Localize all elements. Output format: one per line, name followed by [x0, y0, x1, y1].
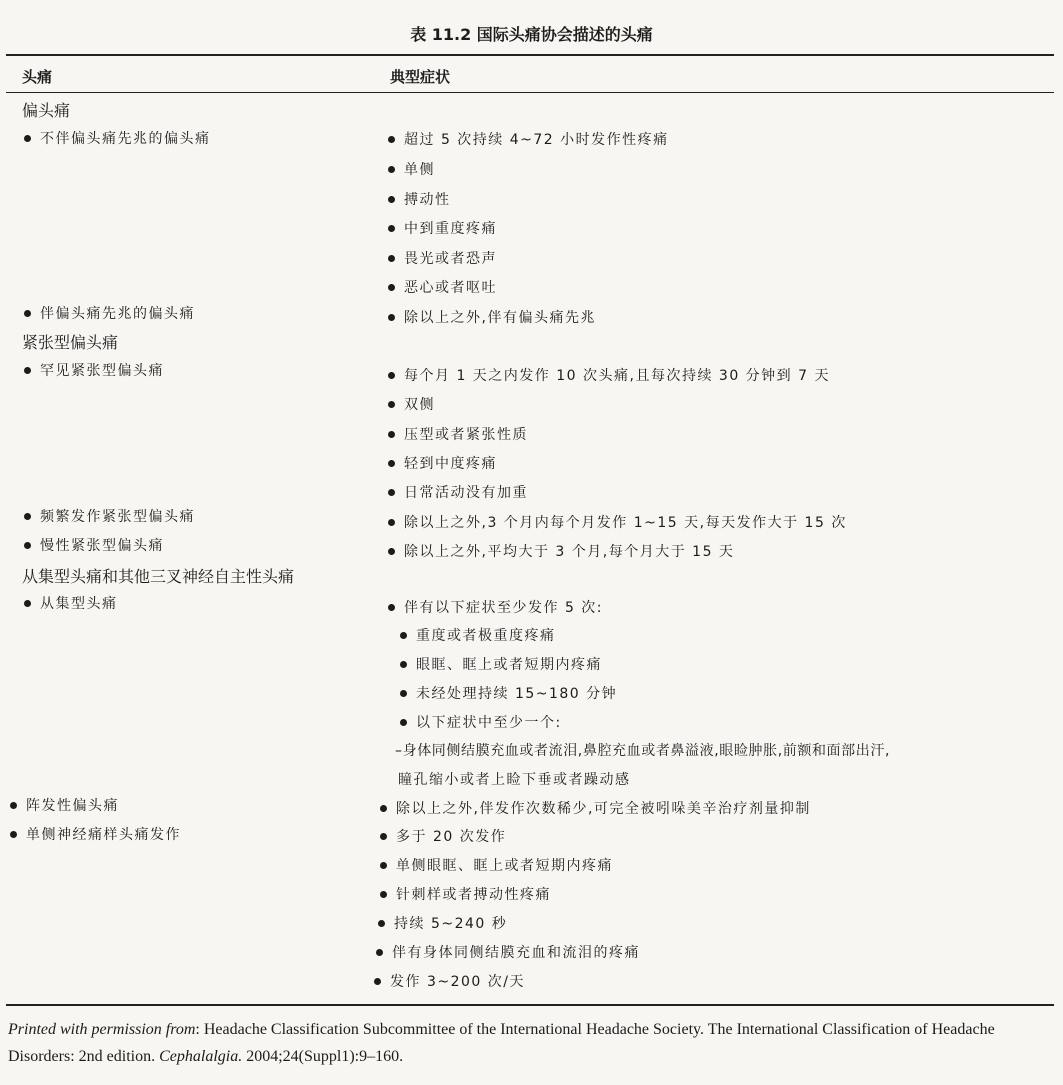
section-migraine: 偏头痛	[22, 101, 71, 120]
symptom-item: 针刺样或者搏动性疼痛	[380, 884, 551, 904]
symptom-subitem: 未经处理持续 15~180 分钟	[400, 683, 617, 703]
symptom-detail: –身体同侧结膜充血或者流泪,鼻腔充血或者鼻溢液,眼睑肿胀,前额和面部出汗,	[395, 743, 890, 759]
bullet-icon	[388, 519, 395, 526]
symptom-item: 日常活动没有加重	[388, 482, 528, 502]
symptom-item: 伴有身体同侧结膜充血和流泪的疼痛	[376, 942, 640, 962]
footnote-citation: 2004;24(Suppl1):9–160.	[242, 1048, 404, 1065]
headache-type-item: 频繁发作紧张型偏头痛	[24, 506, 195, 526]
symptom-item: 中到重度疼痛	[388, 218, 497, 238]
symptom-item: 搏动性	[388, 189, 451, 209]
bullet-icon	[388, 225, 395, 232]
symptom-item: 发作 3~200 次/天	[374, 971, 525, 991]
bullet-icon	[388, 489, 395, 496]
symptom-item: 压型或者紧张性质	[388, 424, 528, 444]
symptom-item: 双侧	[388, 394, 435, 414]
headache-type-item: 罕见紧张型偏头痛	[24, 360, 164, 380]
bullet-icon	[400, 719, 407, 726]
symptom-item: 超过 5 次持续 4~72 小时发作性疼痛	[388, 129, 669, 149]
bullet-icon	[388, 401, 395, 408]
symptom-subitem: 以下症状中至少一个:	[400, 712, 562, 732]
bullet-icon	[24, 542, 31, 549]
bullet-icon	[400, 632, 407, 639]
bullet-icon	[388, 314, 395, 321]
top-rule	[6, 54, 1054, 56]
symptom-item: 伴有以下症状至少发作 5 次:	[388, 597, 603, 617]
footnote-journal: Cephalalgia.	[159, 1048, 243, 1065]
bullet-icon	[24, 135, 31, 142]
footnote	[8, 1016, 1056, 1070]
headache-type-item: 不伴偏头痛先兆的偏头痛	[24, 128, 211, 148]
headache-type-item: 伴偏头痛先兆的偏头痛	[24, 303, 195, 323]
bullet-icon	[388, 460, 395, 467]
symptom-item: 单侧眼眶、眶上或者短期内疼痛	[380, 855, 613, 875]
footnote-lead: Printed with permission from	[8, 1021, 196, 1038]
bullet-icon	[388, 136, 395, 143]
headache-type-item: 慢性紧张型偏头痛	[24, 535, 164, 555]
headache-type-item: 阵发性偏头痛	[10, 795, 119, 815]
column-header-symptoms: 典型症状	[390, 68, 451, 86]
header-rule	[6, 92, 1054, 93]
bullet-icon	[388, 284, 395, 291]
bottom-rule	[6, 1004, 1054, 1006]
symptom-item: 持续 5~240 秒	[378, 913, 507, 933]
bullet-icon	[388, 548, 395, 555]
symptom-item: 每个月 1 天之内发作 10 次头痛,且每次持续 30 分钟到 7 天	[388, 365, 830, 385]
symptom-item: 轻到中度疼痛	[388, 453, 497, 473]
symptom-item: 除以上之外,平均大于 3 个月,每个月大于 15 天	[388, 541, 734, 561]
footnote-text: : Headache Classification Subcommittee of the International Headache Society. The International Classification of Headache Disorders: 2nd edition.	[8, 1021, 995, 1065]
bullet-icon	[388, 196, 395, 203]
bullet-icon	[388, 166, 395, 173]
bullet-icon	[10, 831, 17, 838]
symptom-item: 恶心或者呕吐	[388, 277, 497, 297]
symptom-item: 单侧	[388, 159, 435, 179]
symptom-subitem: 眼眶、眶上或者短期内疼痛	[400, 654, 602, 674]
bullet-icon	[24, 310, 31, 317]
bullet-icon	[380, 833, 387, 840]
bullet-icon	[374, 978, 381, 985]
symptom-item: 畏光或者恐声	[388, 248, 497, 268]
column-header-headache: 头痛	[22, 68, 53, 86]
bullet-icon	[388, 372, 395, 379]
symptom-detail-continued: 瞳孔缩小或者上睑下垂或者躁动感	[398, 772, 631, 788]
bullet-icon	[10, 802, 17, 809]
table-title: 表 11.2 国际头痛协会描述的头痛	[410, 25, 653, 44]
bullet-icon	[400, 690, 407, 697]
symptom-item: 除以上之外,伴有偏头痛先兆	[388, 307, 596, 327]
bullet-icon	[24, 513, 31, 520]
headache-type-item: 从集型头痛	[24, 593, 118, 613]
bullet-icon	[400, 661, 407, 668]
symptom-item: 多于 20 次发作	[380, 826, 506, 846]
symptom-item: 除以上之外,3 个月内每个月发作 1~15 天,每天发作大于 15 次	[388, 512, 847, 532]
bullet-icon	[380, 805, 387, 812]
bullet-icon	[388, 604, 395, 611]
section-cluster: 从集型头痛和其他三叉神经自主性头痛	[22, 567, 295, 586]
headache-type-item: 单侧神经痛样头痛发作	[10, 824, 181, 844]
bullet-icon	[380, 862, 387, 869]
symptom-item: 除以上之外,伴发作次数稀少,可完全被吲哚美辛治疗剂量抑制	[380, 798, 811, 818]
bullet-icon	[24, 600, 31, 607]
section-tension: 紧张型偏头痛	[22, 333, 119, 352]
bullet-icon	[380, 891, 387, 898]
symptom-subitem: 重度或者极重度疼痛	[400, 625, 556, 645]
bullet-icon	[388, 431, 395, 438]
bullet-icon	[24, 367, 31, 374]
bullet-icon	[378, 920, 385, 927]
bullet-icon	[388, 255, 395, 262]
bullet-icon	[376, 949, 383, 956]
